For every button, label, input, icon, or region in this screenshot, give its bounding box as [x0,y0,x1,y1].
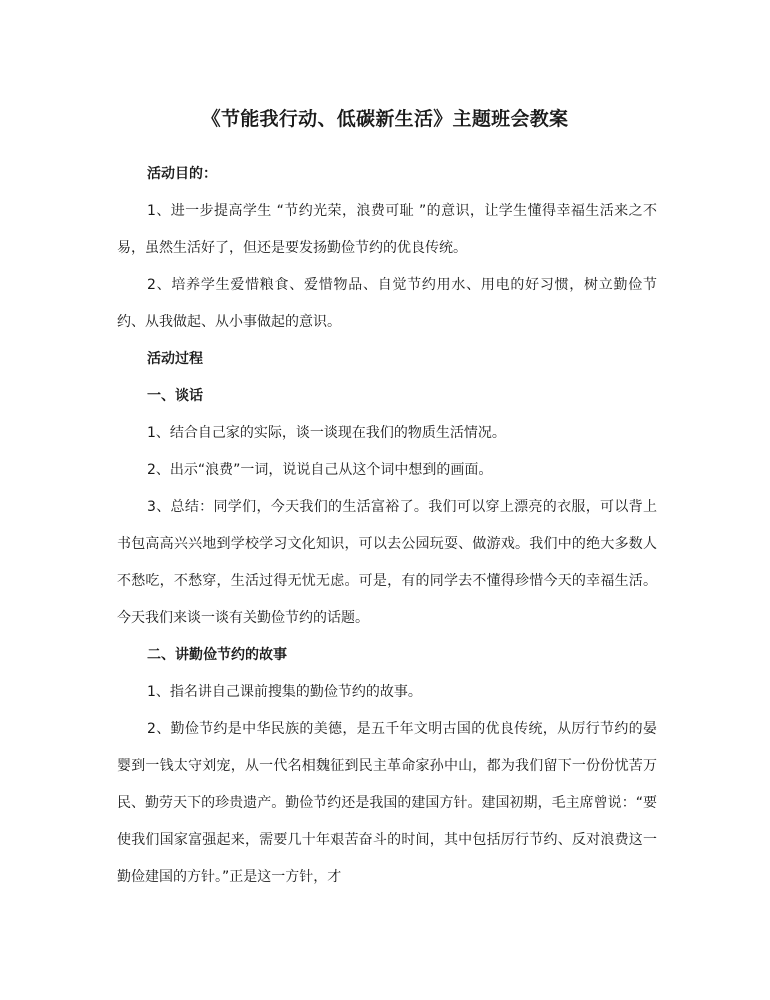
heading-section-1: 一、谈话 [147,388,203,404]
paragraph: 2、勤俭节约是中华民族的美德，是五千年文明古国的优良传统，从厉行节约的晏婴到一钱太守刘宠，从一代名相魏征到民主革命家孙中山，都为我们留下一份份忧苦万民、勤劳天下的珍贵遗产。勤俭节约还是我国的建国方针。建国初期，毛主席曾说：“要使我们国家富强起来，需要几十年艰苦奋斗的时间，其中包括厉行节约、反对浪费这一勤俭建国的方针。”正是这一方针，才 [117,721,657,885]
paragraph: 2、培养学生爱惜粮食、爱惜物品、自觉节约用水、用电的好习惯，树立勤俭节约、从我做起、从小事做起的意识。 [117,277,657,330]
paragraph: 3、总结：同学们，今天我们的生活富裕了。我们可以穿上漂亮的衣服，可以背上书包高高兴兴地到学校学习文化知识，可以去公园玩耍、做游戏。我们中的绝大多数人不愁吃，不愁穿，生活过得无忧无虑。可是，有的同学去不懂得珍惜今天的幸福生活。今天我们来谈一谈有关勤俭节约的话题。 [117,499,657,626]
document-title: 《节能我行动、低碳新生活》主题班会教案 [201,108,569,130]
heading-process: 活动过程 [147,351,203,367]
document-body [117,156,657,896]
paragraph: 1、进一步提高学生 “节约光荣，浪费可耻 ”的意识，让学生懂得幸福生活来之不易，虽然生活好了，但还是要发扬勤俭节约的优良传统。 [117,203,657,256]
heading-section-2: 二、讲勤俭节约的故事 [147,647,287,663]
paragraph: 2、出示“浪费”一词，说说自己从这个词中想到的画面。 [147,462,493,478]
heading-purpose: 活动目的： [147,166,217,182]
paragraph: 1、结合自己家的实际，谈一谈现在我们的物质生活情况。 [147,425,506,441]
paragraph: 1、指名讲自己课前搜集的勤俭节约的故事。 [147,684,422,700]
